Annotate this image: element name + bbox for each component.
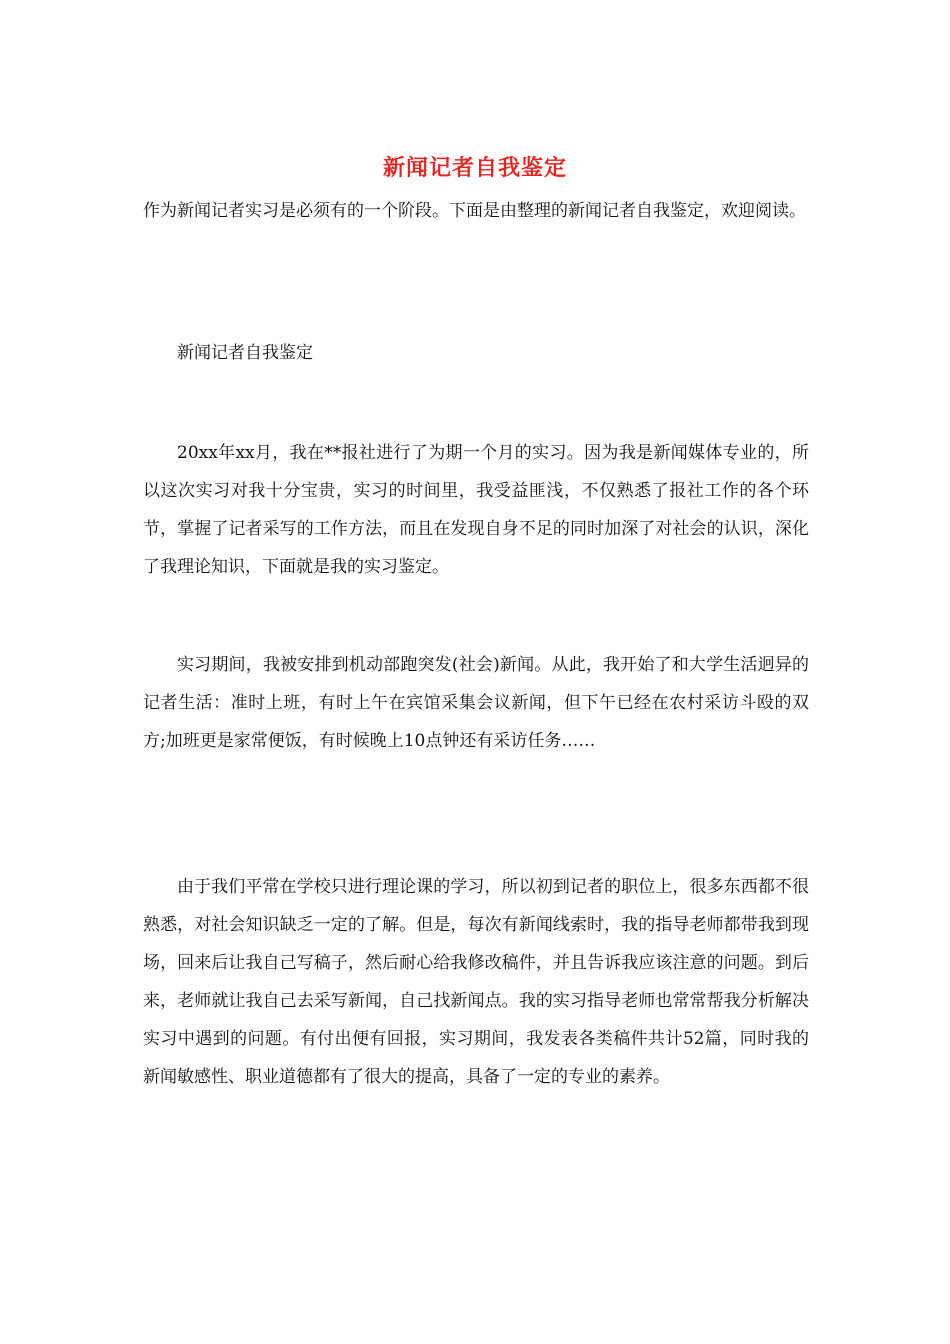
- intro-paragraph: 作为新闻记者实习是必须有的一个阶段。下面是由整理的新闻记者自我鉴定，欢迎阅读。: [143, 201, 806, 221]
- body-paragraph-3: 由于我们平常在学校只进行理论课的学习，所以初到记者的职位上，很多东西都不很熟悉，对社会知识缺乏一定的了解。但是，每次有新闻线索时，我的指导老师都带我到现场，回来后让我自己写稿子，然后耐心给我修改稿件，并且告诉我应该注意的问题。到后来，老师就让我自己去采写新闻，自己找新闻点。我的实习指导老师也常常帮我分析解决实习中遇到的问题。有付出便有回报，实习期间，我发表各类稿件共计52篇，同时我的新闻敏感性、职业道德都有了很大的提高，具备了一定的专业的素养。: [143, 877, 809, 1087]
- body-paragraph-2: 实习期间，我被安排到机动部跑突发(社会)新闻。从此，我开始了和大学生活迥异的记者生活：准时上班，有时上午在宾馆采集会议新闻，但下午已经在农村采访斗殴的双方;加班更是家常便饭，有时候晚上10点钟还有采访任务……: [143, 655, 809, 751]
- document-title: 新闻记者自我鉴定: [382, 155, 567, 181]
- body-paragraph-1: 20xx年xx月，我在**报社进行了为期一个月的实习。因为我是新闻媒体专业的，所以这次实习对我十分宝贵，实习的时间里，我受益匪浅，不仅熟悉了报社工作的各个环节，掌握了记者采写的工作方法，而且在发现自身不足的同时加深了对社会的认识，深化了我理论知识，下面就是我的实习鉴定。: [143, 443, 809, 577]
- section-subheading: 新闻记者自我鉴定: [177, 343, 313, 363]
